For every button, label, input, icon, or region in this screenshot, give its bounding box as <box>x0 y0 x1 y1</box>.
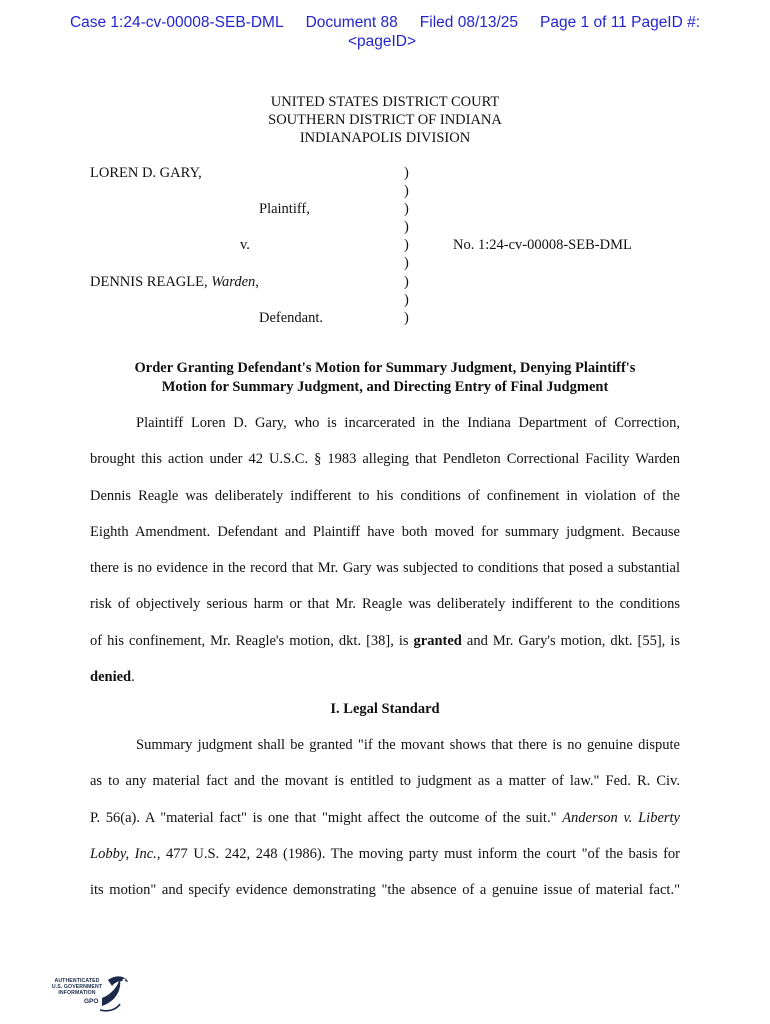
seal-line: AUTHENTICATED <box>54 978 100 984</box>
caption-row <box>90 273 710 291</box>
text-run: P. 56(a). A "material fact" is one that "might affect the outcome of the suit." <box>90 809 563 826</box>
caption-paren: ) <box>404 273 409 290</box>
order-title-line: Order Granting Defendant's Motion for Summary Judgment, Denying Plaintiff's <box>134 360 636 376</box>
ruling-granted: granted <box>413 632 462 649</box>
paragraph-line: risk of objectively serious harm or that Mr. Reagle was deliberately indifferent to the conditions <box>90 596 680 613</box>
paragraph-line <box>90 659 680 695</box>
case-citation: Lobby, Inc. <box>90 845 157 862</box>
caption-paren: ) <box>404 183 409 200</box>
page-id-stamp: <pageID> <box>347 33 417 50</box>
defendant-role: Defendant. <box>259 309 324 326</box>
caption-paren: ) <box>404 219 409 236</box>
caption-paren: ) <box>404 255 409 272</box>
paragraph-line: Dennis Reagle was deliberately indifferent to his conditions of confinement in violation of the <box>90 487 680 504</box>
defendant-name-text: DENNIS REAGLE, <box>90 273 212 290</box>
court-heading <box>0 93 770 147</box>
paragraph-line: Plaintiff Loren D. Gary, who is incarcerated in the Indiana Department of Correction, <box>136 415 680 431</box>
filed-date-stamp: Filed 08/13/25 <box>419 14 519 31</box>
order-title-line: Motion for Summary Judgment, and Directing Entry of Final Judgment <box>161 378 609 395</box>
caption-row <box>90 182 710 200</box>
seal-line: INFORMATION <box>58 990 96 996</box>
text-run: of his confinement, Mr. Reagle's motion, dkt. [38], is <box>90 632 414 649</box>
order-title <box>0 359 770 396</box>
court-district: SOUTHERN DISTRICT OF INDIANA <box>268 112 502 128</box>
paragraph-line: Summary judgment shall be granted "if the movant shows that there is no genuine dispute <box>136 737 680 753</box>
section-heading: I. Legal Standard <box>330 701 440 717</box>
plaintiff-role: Plaintiff, <box>259 201 310 218</box>
caption-paren: ) <box>404 291 409 308</box>
caption-row <box>90 164 710 182</box>
defendant-name <box>90 273 259 291</box>
filing-stamp <box>0 13 770 51</box>
caption-row <box>90 254 710 272</box>
gpo-authentication-seal <box>44 972 134 1016</box>
text-run: . <box>131 669 135 686</box>
docket-number: No. 1:24-cv-00008-SEB-DML <box>453 237 632 254</box>
plaintiff-name: LOREN D. GARY, <box>90 165 202 181</box>
court-division: INDIANAPOLIS DIVISION <box>299 130 471 146</box>
court-name: UNITED STATES DISTRICT COURT <box>270 94 500 110</box>
paragraph-line: brought this action under 42 U.S.C. § 1983 alleging that Pendleton Correctional Facility Warden <box>90 451 680 468</box>
legal-standard-paragraph <box>90 727 680 908</box>
eagle-seal-icon <box>94 972 130 1016</box>
caption-paren: ) <box>404 309 409 326</box>
text-run: and Mr. Gary's motion, dkt. [55], is <box>461 632 680 649</box>
filing-stamp-line <box>0 13 770 32</box>
paragraph-line: Eighth Amendment. Defendant and Plaintiff have both moved for summary judgment. Because <box>90 523 680 540</box>
caption-paren: ) <box>404 201 409 218</box>
text-run: , 477 U.S. 242, 248 (1986). The moving party must inform the court "of the basis for <box>156 845 680 862</box>
paragraph-line <box>90 623 680 659</box>
ruling-denied: denied <box>90 669 132 686</box>
document-number-stamp: Document 88 <box>305 14 398 31</box>
caption-paren: ) <box>404 165 409 181</box>
paragraph-line <box>90 800 680 836</box>
defendant-title: Warden <box>211 273 256 290</box>
versus: v. <box>240 237 250 254</box>
page-stamp: Page 1 of 11 PageID #: <box>540 14 701 31</box>
paragraph-line <box>90 836 680 872</box>
caption-row <box>90 218 710 236</box>
defendant-name-suffix: , <box>255 273 259 290</box>
case-caption <box>90 164 710 327</box>
paragraph-line: there is no evidence in the record that Mr. Gary was subjected to conditions that posed a substantial <box>90 560 680 577</box>
paragraph-line: its motion" and specify evidence demonstrating "the absence of a genuine issue of material fact." <box>90 882 680 899</box>
case-citation: Anderson v. Liberty <box>562 809 680 826</box>
seal-line: U.S. GOVERNMENT <box>51 984 103 990</box>
intro-paragraph <box>90 405 680 695</box>
caption-row <box>90 200 710 218</box>
paragraph-line: as to any material fact and the movant is entitled to judgment as a matter of law." Fed. R. Civ. <box>90 773 680 790</box>
seal-gpo-label: GPO <box>84 998 99 1005</box>
caption-paren: ) <box>404 237 409 254</box>
caption-row <box>90 291 710 309</box>
caption-row <box>90 309 710 327</box>
caption-row <box>90 236 710 254</box>
case-number-stamp: Case 1:24-cv-00008-SEB-DML <box>69 14 284 31</box>
